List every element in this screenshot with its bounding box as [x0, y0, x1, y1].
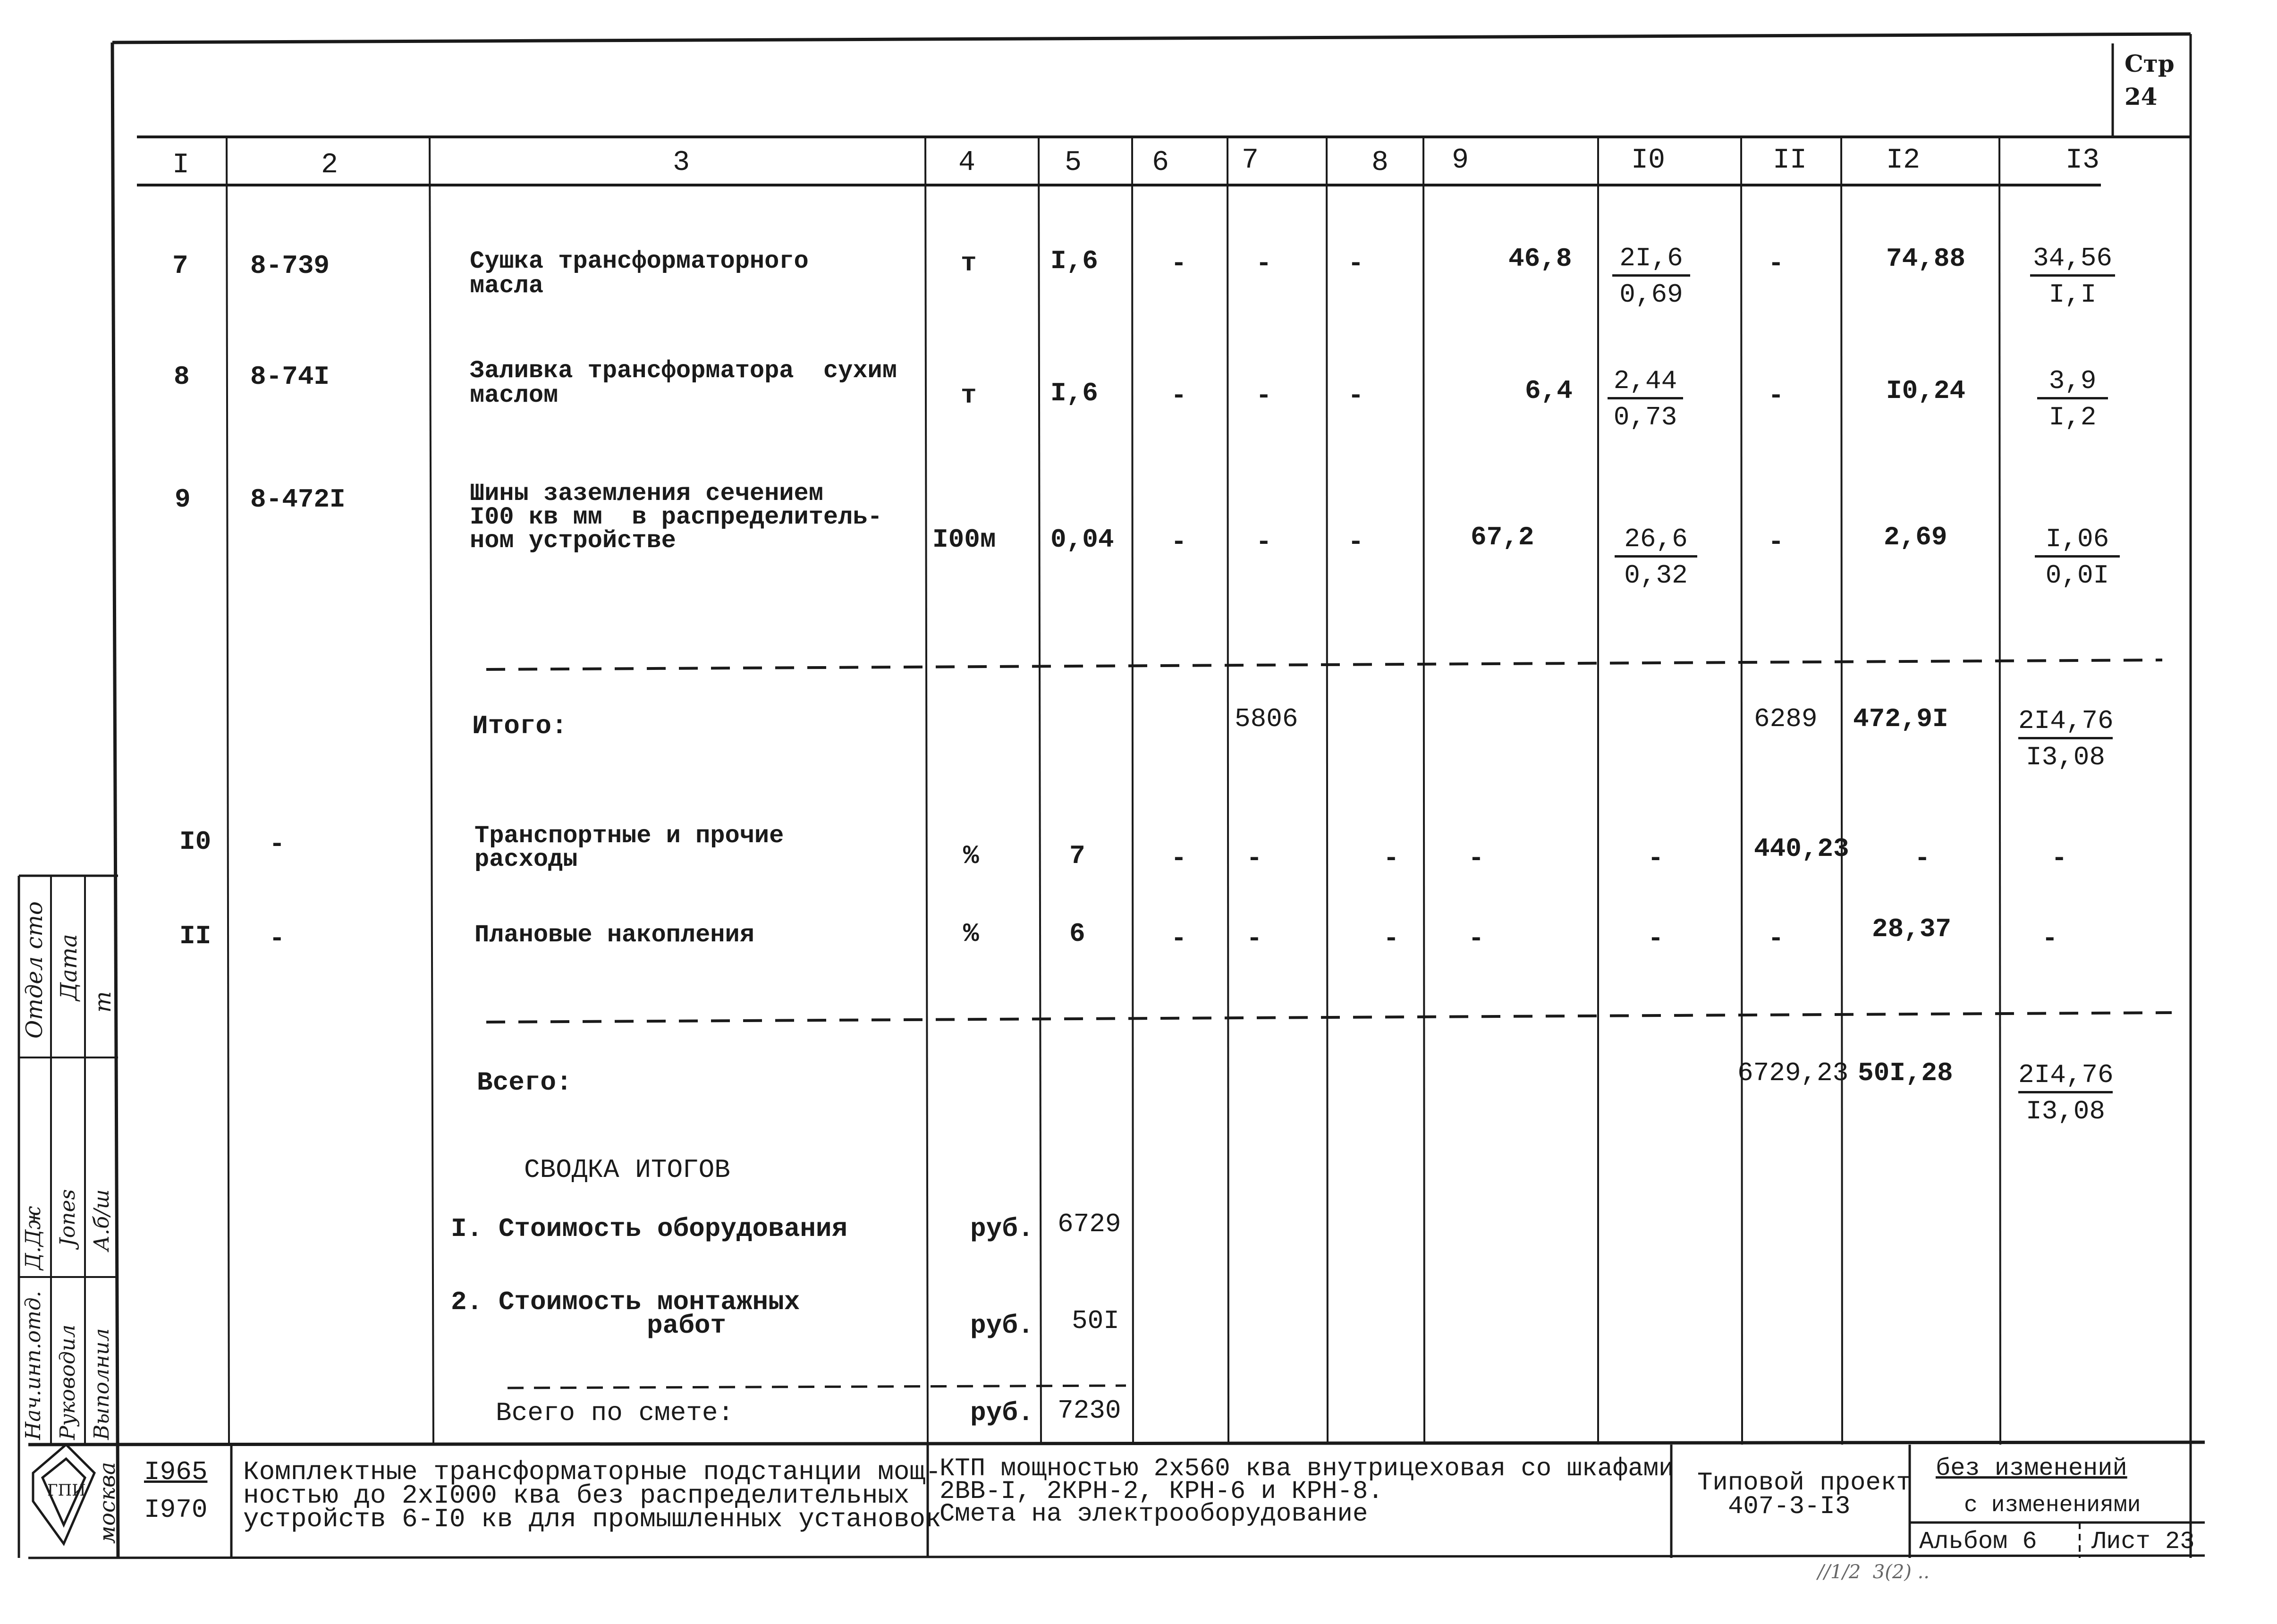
stamp-m: т: [90, 991, 116, 1013]
stamp-dept: Отдел сто: [21, 901, 48, 1039]
cell-c13-bottom: 0,0I: [2045, 560, 2109, 591]
cell-c8: -: [1348, 381, 1364, 411]
cell-c13-top: 34,56: [2030, 243, 2115, 277]
cell-c10-top: 2I,6: [1612, 243, 1690, 277]
summary-item1: I. Стоимость оборудования: [451, 1214, 848, 1244]
col-header: 3: [673, 147, 690, 179]
vsego-c13: [2018, 1060, 2113, 1126]
cell-c12: I0,24: [1886, 376, 1966, 406]
row-qty: 6: [1069, 919, 1085, 949]
summary-item2: 2. Стоимость монтажных: [451, 1287, 800, 1317]
summary-total-unit: руб.: [970, 1398, 1034, 1428]
col-header: I: [172, 149, 190, 181]
row-name: маслом: [470, 381, 559, 409]
cell-c9: 6,4: [1525, 376, 1573, 406]
row-qty: 7: [1069, 841, 1085, 871]
logo-text: ГПИ: [47, 1481, 86, 1500]
cell-c12: 28,37: [1872, 914, 1952, 944]
stamp-role: Руководил: [56, 1324, 80, 1440]
row-name: Сушка трансформаторного: [470, 247, 809, 275]
city-label: москва: [94, 1462, 120, 1544]
row-name: масла: [470, 272, 544, 300]
row-code: 8-739: [250, 251, 330, 281]
cell-c13: [2037, 366, 2108, 432]
row-number: 8: [174, 362, 190, 392]
cell-c11: -: [1768, 248, 1784, 279]
summary-item2-unit: руб.: [970, 1311, 1034, 1341]
footer-note: //1/2 3(2) ..: [1818, 1561, 1930, 1583]
page-number: 24: [2125, 83, 2158, 110]
row-name: ном устройстве: [470, 527, 676, 555]
row-name: I00 кв мм в распределитель-: [470, 503, 882, 531]
row-number: II: [179, 921, 212, 951]
cell-c11: -: [1768, 381, 1784, 411]
stamp-role: Выполнил: [90, 1328, 114, 1440]
cell-c6: -: [1171, 248, 1187, 279]
cell-c7: -: [1256, 381, 1272, 411]
cell-c8: -: [1348, 527, 1364, 557]
with-change-label: с изменениями: [1964, 1493, 2141, 1518]
row-unit: т: [961, 381, 977, 411]
cell-c13: -: [2042, 923, 2058, 954]
col-header: 9: [1452, 144, 1469, 177]
cell-c10-top: 2,44: [1608, 366, 1683, 399]
cell-c10-top: 26,6: [1615, 524, 1697, 558]
row-qty: I,6: [1050, 246, 1098, 276]
stamp-date: Дата: [56, 934, 82, 1001]
project-label: Типовой проект: [1697, 1469, 1912, 1497]
row-name: Шины заземления сечением: [470, 480, 823, 507]
row-unit: %: [963, 841, 979, 871]
row-code: -: [269, 923, 285, 954]
no-change-label: без изменений: [1936, 1455, 2127, 1482]
year-to: I970: [144, 1495, 208, 1525]
row-code: -: [269, 829, 285, 859]
project-number: 407-3-I3: [1728, 1492, 1851, 1521]
cell-c8: -: [1383, 843, 1399, 873]
cell-c10: -: [1648, 843, 1664, 873]
itogo-c13-bottom: I3,08: [2025, 742, 2106, 772]
summary-item1-value: 6729: [1058, 1209, 1121, 1239]
cell-c13-bottom: I,2: [2048, 402, 2097, 432]
summary-total: Всего по смете:: [496, 1398, 734, 1428]
cell-c10: -: [1648, 923, 1664, 954]
cell-c9: 46,8: [1508, 244, 1572, 274]
col-header: 5: [1065, 147, 1082, 179]
col-header: I2: [1886, 144, 1921, 177]
cell-c6: -: [1171, 923, 1187, 954]
cell-c10: [1608, 366, 1683, 432]
col-header: 7: [1242, 144, 1259, 177]
col-header: 4: [958, 147, 976, 179]
summary-item2-cont: работ: [647, 1311, 727, 1341]
cell-c12: -: [1914, 843, 1930, 873]
cell-c8: -: [1383, 923, 1399, 954]
summary-item2-value: 50I: [1072, 1306, 1119, 1336]
cell-c12: 74,88: [1886, 244, 1966, 274]
summary-title: СВОДКА ИТОГОВ: [524, 1155, 730, 1185]
cell-c7: -: [1246, 843, 1262, 873]
cell-c8: -: [1348, 248, 1364, 279]
cell-c9: -: [1468, 843, 1484, 873]
row-number: 9: [175, 484, 191, 515]
cell-c10: [1615, 524, 1697, 591]
cell-c10-bottom: 0,32: [1624, 560, 1688, 591]
itogo-c7: 5806: [1235, 704, 1298, 734]
cell-c10-bottom: 0,73: [1613, 402, 1677, 432]
desc-line: устройств 6-I0 кв для промышленных установок: [243, 1504, 941, 1534]
sheet-label: Лист 23: [2091, 1528, 2195, 1556]
album-label: Альбом 6: [1919, 1528, 2037, 1556]
year-from: I965: [144, 1457, 208, 1487]
row-number: 7: [172, 251, 188, 281]
cell-c6: -: [1171, 527, 1187, 557]
row-name: Транспортные и прочие: [474, 822, 784, 850]
col-header: II: [1773, 144, 1807, 177]
vsego-c13-top: 2I4,76: [2018, 1060, 2113, 1093]
row-unit: т: [961, 248, 977, 279]
ktp-line: 2ВВ-I, 2КРН-2, КРН-6 и КРН-8.: [940, 1477, 1383, 1506]
row-qty: 0,04: [1050, 524, 1114, 555]
stamp-signature: Jones: [56, 1189, 80, 1246]
col-header: 2: [321, 149, 339, 181]
row-unit: I00м: [932, 524, 996, 555]
vsego-c11: 6729,23: [1737, 1058, 1849, 1088]
itogo-c13-top: 2I4,76: [2018, 706, 2113, 739]
cell-c12: 2,69: [1884, 522, 1947, 552]
cell-c13-bottom: I,I: [2048, 279, 2097, 310]
col-header: 6: [1152, 147, 1169, 179]
ktp-line: Смета на электрооборудование: [940, 1500, 1368, 1529]
stamp-signature: Д.Дж: [21, 1206, 45, 1270]
row-unit: %: [963, 919, 979, 949]
summary-item1-unit: руб.: [970, 1214, 1034, 1244]
row-number: I0: [179, 827, 212, 857]
stamp-signature: А.б/ш: [90, 1189, 114, 1251]
vsego-c13-bottom: I3,08: [2025, 1096, 2106, 1126]
cell-c9: -: [1468, 923, 1484, 954]
cell-c13: [2030, 243, 2115, 310]
cell-c9: 67,2: [1471, 522, 1534, 552]
row-qty: I,6: [1050, 378, 1098, 408]
cell-c10: [1612, 243, 1690, 310]
cell-c6: -: [1171, 381, 1187, 411]
desc-line: ностью до 2хI000 ква без распределительных: [243, 1480, 910, 1511]
cell-c13-top: 3,9: [2037, 366, 2108, 399]
itogo-c13: [2018, 706, 2113, 772]
row-name: Заливка трансформатора сухим: [470, 357, 897, 385]
stamp-role: Нач.инп.отд.: [21, 1291, 45, 1440]
ktp-line: КТП мощностью 2х560 ква внутрицеховая со шкафами: [940, 1455, 1674, 1483]
vsego-label: Всего:: [477, 1067, 572, 1098]
cell-c11: 440,23: [1754, 834, 1849, 864]
col-header: I0: [1631, 144, 1666, 177]
vsego-c12: 50I,28: [1858, 1058, 1953, 1088]
itogo-c11: 6289: [1754, 704, 1818, 734]
row-code: 8-472I: [250, 484, 346, 515]
row-code: 8-74I: [250, 362, 330, 392]
cell-c13: -: [2051, 843, 2067, 873]
row-name: расходы: [474, 846, 578, 873]
cell-c11: -: [1768, 923, 1784, 954]
summary-total-value: 7230: [1058, 1396, 1121, 1426]
cell-c13-top: I,06: [2035, 524, 2120, 558]
row-name: Плановые накопления: [474, 921, 754, 949]
itogo-c12: 472,9I: [1853, 704, 1948, 734]
cell-c7: -: [1256, 527, 1272, 557]
cell-c10-bottom: 0,69: [1619, 279, 1683, 310]
cell-c7: -: [1256, 248, 1272, 279]
cell-c13: [2035, 524, 2120, 591]
desc-line: Комплектные трансформаторные подстанции мощ-: [243, 1457, 941, 1487]
col-header: I3: [2065, 144, 2100, 177]
page-label: Стр: [2125, 50, 2175, 77]
cell-c7: -: [1246, 923, 1262, 954]
itogo-label: Итого:: [472, 711, 567, 741]
cell-c11: -: [1768, 527, 1784, 557]
cell-c6: -: [1171, 843, 1187, 873]
col-header: 8: [1371, 147, 1389, 179]
